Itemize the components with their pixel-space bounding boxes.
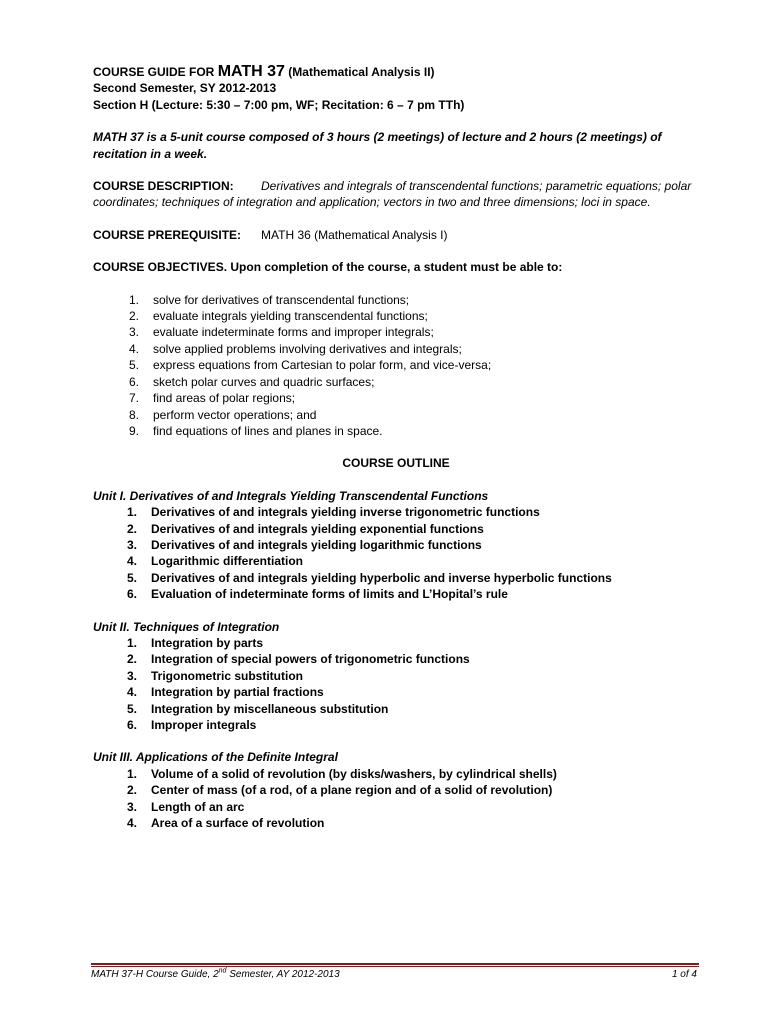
list-item: 2. Integration of special powers of trigonometric functions (127, 652, 470, 667)
course-code: MATH 37 (217, 63, 285, 80)
unit-1-title: Unit I. Derivatives of and Integrals Yielding Transcendental Functions (93, 488, 489, 503)
unit-3-list (93, 766, 699, 832)
list-item: 3. evaluate indeterminate forms and improper integrals; (129, 325, 434, 340)
list-item: 1. Derivatives of and integrals yielding inverse trigonometric functions (127, 505, 540, 520)
course-name: (Mathematical Analysis II) (284, 65, 435, 79)
course-prerequisite (93, 227, 699, 243)
list-item: 2. Derivatives of and integrals yielding exponential functions (127, 521, 484, 536)
list-item: 5. express equations from Cartesian to polar form, and vice-versa; (129, 358, 492, 373)
document-title (93, 64, 699, 80)
unit-2-title: Unit II. Techniques of Integration (93, 619, 280, 634)
outline-heading: COURSE OUTLINE (342, 456, 450, 471)
unit-2-list (93, 635, 699, 733)
list-item: 5. Integration by miscellaneous substitution (127, 701, 389, 716)
page-footer (91, 968, 697, 982)
unit-1-list (93, 504, 699, 602)
list-item: 1. Volume of a solid of revolution (by disks/washers, by cylindrical shells) (127, 766, 557, 781)
course-guide-page (93, 64, 699, 831)
prerequisite-label: COURSE PREREQUISITE: (93, 227, 242, 242)
footer-left: MATH 37-H Course Guide, 2nd Semester, AY 2012-2013 (91, 967, 340, 980)
page-number: 1 of 4 (671, 969, 697, 980)
list-item: 8. perform vector operations; and (129, 407, 317, 422)
prerequisite-text: MATH 36 (Mathematical Analysis I) (261, 227, 448, 242)
description-label: COURSE DESCRIPTION: (93, 179, 234, 194)
title-prefix: COURSE GUIDE FOR (93, 65, 218, 79)
footer-rule-thin (91, 966, 699, 967)
list-item: 1. solve for derivatives of transcendental functions; (129, 292, 410, 307)
list-item: 4. Logarithmic differentiation (127, 554, 304, 569)
list-item: 3. Length of an arc (127, 799, 245, 814)
list-item: 5. Derivatives of and integrals yielding hyperbolic and inverse hyperbolic functions (127, 570, 612, 585)
list-item: 7. find areas of polar regions; (129, 391, 296, 406)
list-item: 2. evaluate integrals yielding transcendental functions; (129, 309, 428, 324)
list-item: 3. Trigonometric substitution (127, 668, 303, 683)
list-item: 6. sketch polar curves and quadric surfaces; (129, 374, 375, 389)
list-item: 6. Improper integrals (127, 718, 257, 732)
list-item: 1. Integration by parts (127, 635, 264, 650)
section-line: Section H (Lecture: 5:30 – 7:00 pm, WF; Recitation: 6 – 7 pm TTh) (93, 97, 465, 112)
semester-line: Second Semester, SY 2012-2013 (93, 81, 277, 96)
objectives-list (93, 292, 699, 440)
course-description (93, 178, 699, 211)
footer-rule (91, 963, 699, 965)
list-item: 9. find equations of lines and planes in space. (129, 423, 383, 438)
list-item: 4. solve applied problems involving derivatives and integrals; (129, 341, 462, 356)
list-item: 6. Evaluation of indeterminate forms of limits and L’Hopital’s rule (127, 587, 508, 602)
objectives-heading: COURSE OBJECTIVES. Upon completion of the course, a student must be able to: (93, 260, 563, 275)
list-item: 4. Area of a surface of revolution (127, 816, 325, 831)
unit-3-title: Unit III. Applications of the Definite Integral (93, 750, 338, 765)
list-item: 4. Integration by partial fractions (127, 685, 324, 700)
description-text: Derivatives and integrals of transcendental functions; parametric equations; polar coordinates; techniques of integration and application; vectors in two and three dimensions; loci in space. (93, 179, 692, 210)
list-item: 3. Derivatives of and integrals yielding logarithmic functions (127, 537, 482, 552)
list-item: 2. Center of mass (of a rod, of a plane region and of a solid of revolution) (127, 783, 553, 798)
course-intro: MATH 37 is a 5-unit course composed of 3 hours (2 meetings) of lecture and 2 hours (2 meetings) of recitation in a week. (93, 130, 662, 161)
